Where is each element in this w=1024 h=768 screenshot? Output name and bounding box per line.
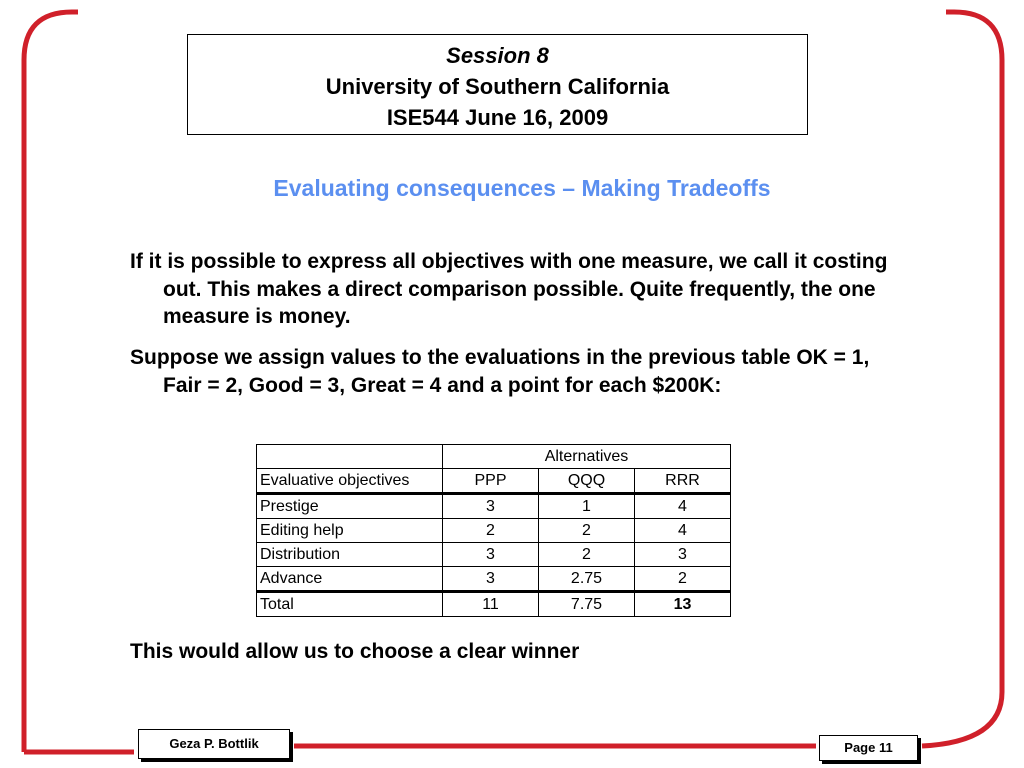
table-row [257,567,731,592]
row-label: Distribution [257,543,443,567]
column-header-ppp: PPP [443,469,539,494]
table-cell: 4 [635,519,731,543]
total-cell-qqq: 7.75 [539,592,635,617]
table-cell: 4 [635,494,731,519]
table-cell: 2 [539,543,635,567]
table-row [257,543,731,567]
table-total-row [257,592,731,617]
paragraph-costing-out: If it is possible to express all objectives with one measure, we call it costing out. This makes a direct comparison possible. Quite frequently, the one measure is money. [130,250,888,328]
row-label: Advance [257,567,443,592]
session-label: Session 8 [446,43,549,68]
alternatives-header: Alternatives [443,445,731,469]
row-header-label: Evaluative objectives [257,469,443,494]
frame-top-right [946,12,1002,692]
table-cell: 2 [443,519,539,543]
frame-bottom-right [922,692,1002,746]
table-cell: 2 [539,519,635,543]
tradeoff-table [256,444,731,617]
column-header-rrr: RRR [635,469,731,494]
column-header-qqq: QQQ [539,469,635,494]
table-cell: 2.75 [539,567,635,592]
table-cell: 2 [635,567,731,592]
row-label: Editing help [257,519,443,543]
paragraph-assign-values: Suppose we assign values to the evaluations in the previous table OK = 1, Fair = 2, Good = 3, Great = 4 and a point for each $200K: [130,346,870,397]
table-cell: 1 [539,494,635,519]
total-label: Total [257,592,443,617]
total-cell-ppp: 11 [443,592,539,617]
paragraph-conclusion: This would allow us to choose a clear winner [130,640,580,663]
table-cell: 3 [443,494,539,519]
frame-top-left [24,12,78,752]
university-label: University of Southern California [325,74,670,99]
table-row [257,519,731,543]
table-cell: 3 [635,543,731,567]
table-corner-cell [257,445,443,469]
total-cell-rrr: 13 [635,592,731,617]
footer-page-number: Page 11 [819,735,918,761]
slide-title: Evaluating consequences – Making Tradeoffs [273,175,771,201]
header-box [187,34,808,135]
table-cell: 3 [443,567,539,592]
table-group-header-row [257,445,731,469]
table-column-header-row [257,469,731,494]
footer-author: Geza P. Bottlik [138,729,290,759]
table-row [257,494,731,519]
table-cell: 3 [443,543,539,567]
course-date-label: ISE544 June 16, 2009 [386,105,609,130]
row-label: Prestige [257,494,443,519]
